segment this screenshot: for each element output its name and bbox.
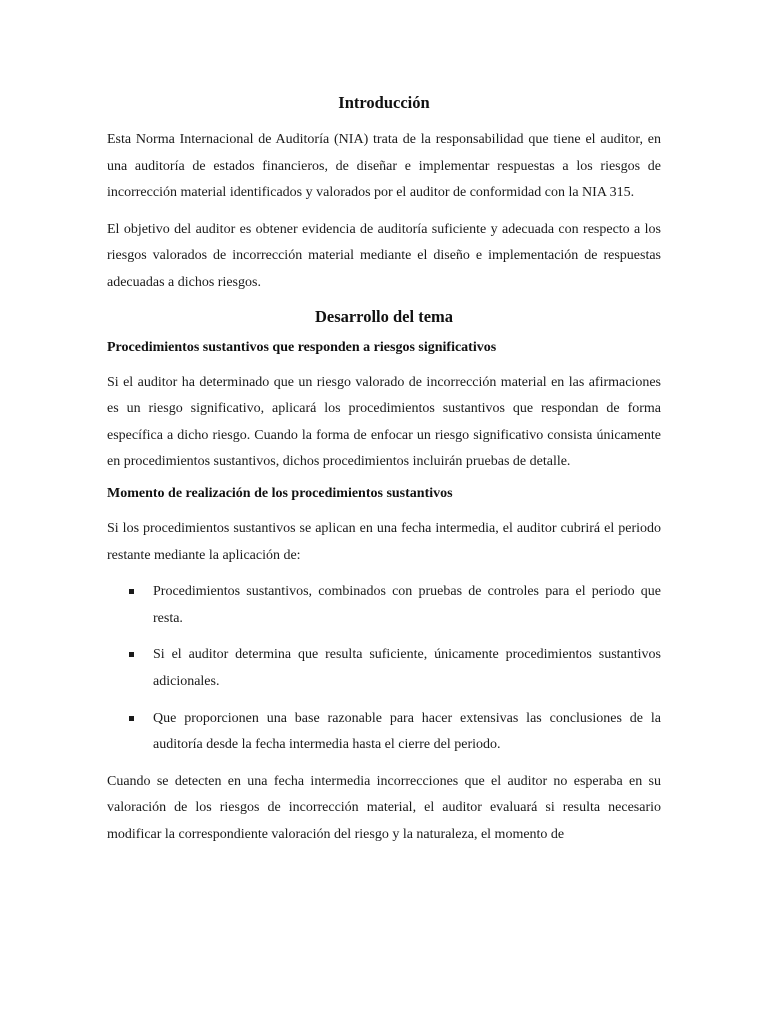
subsection-heading-timing: Momento de realización de los procedimientos sustantivos bbox=[107, 485, 453, 501]
page-title: Introducción bbox=[338, 93, 430, 112]
square-bullet-icon bbox=[129, 716, 134, 721]
square-bullet-icon bbox=[129, 652, 134, 657]
closing-paragraph: Cuando se detecten en una fecha intermedia incorrecciones que el auditor no esperaba en su valoración de los riesgos de incorrección material, el auditor evaluará si resulta necesario modificar la correspondiente valoración del riesgo y la naturaleza, el momento de bbox=[107, 773, 661, 842]
subsection-paragraph-timing: Si los procedimientos sustantivos se aplican en una fecha intermedia, el auditor cubrirá el periodo restante mediante la aplicación de: bbox=[107, 520, 661, 563]
square-bullet-icon bbox=[129, 589, 134, 594]
intro-paragraph-1: Esta Norma Internacional de Auditoría (NIA) trata de la responsabilidad que tiene el auditor, en una auditoría de estados financieros, de diseñar e implementar respuestas a los riesgos de incorrección material identificados y valorados por el auditor de conformidad con la NIA 315. bbox=[107, 132, 661, 201]
list-item bbox=[107, 706, 661, 759]
subsection-paragraph-risks: Si el auditor ha determinado que un riesgo valorado de incorrección material en las afirmaciones es un riesgo significativo, aplicará los procedimientos sustantivos que respondan de forma específica a dicho riesgo. Cuando la forma de enfocar un riesgo significativo consista únicamente en procedimientos sustantivos, dichos procedimientos incluirán pruebas de detalle. bbox=[107, 374, 661, 470]
intro-paragraph-2: El objetivo del auditor es obtener evidencia de auditoría suficiente y adecuada con respecto a los riesgos valorados de incorrección material mediante el diseño e implementación de respuestas adecuadas a dichos riesgos. bbox=[107, 221, 661, 290]
subsection-heading-risks: Procedimientos sustantivos que responden a riesgos significativos bbox=[107, 339, 497, 355]
list-item-text: Que proporcionen una base razonable para hacer extensivas las conclusiones de la auditoría desde la fecha intermedia hasta el cierre del periodo. bbox=[153, 710, 661, 753]
list-item-text: Procedimientos sustantivos, combinados con pruebas de controles para el periodo que resta. bbox=[153, 584, 661, 626]
section-title: Desarrollo del tema bbox=[314, 306, 454, 326]
list-item bbox=[107, 579, 661, 632]
bullet-list bbox=[107, 579, 661, 759]
list-item bbox=[107, 642, 661, 695]
list-item-text: Si el auditor determina que resulta suficiente, únicamente procedimientos sustantivos adicionales. bbox=[153, 647, 661, 689]
